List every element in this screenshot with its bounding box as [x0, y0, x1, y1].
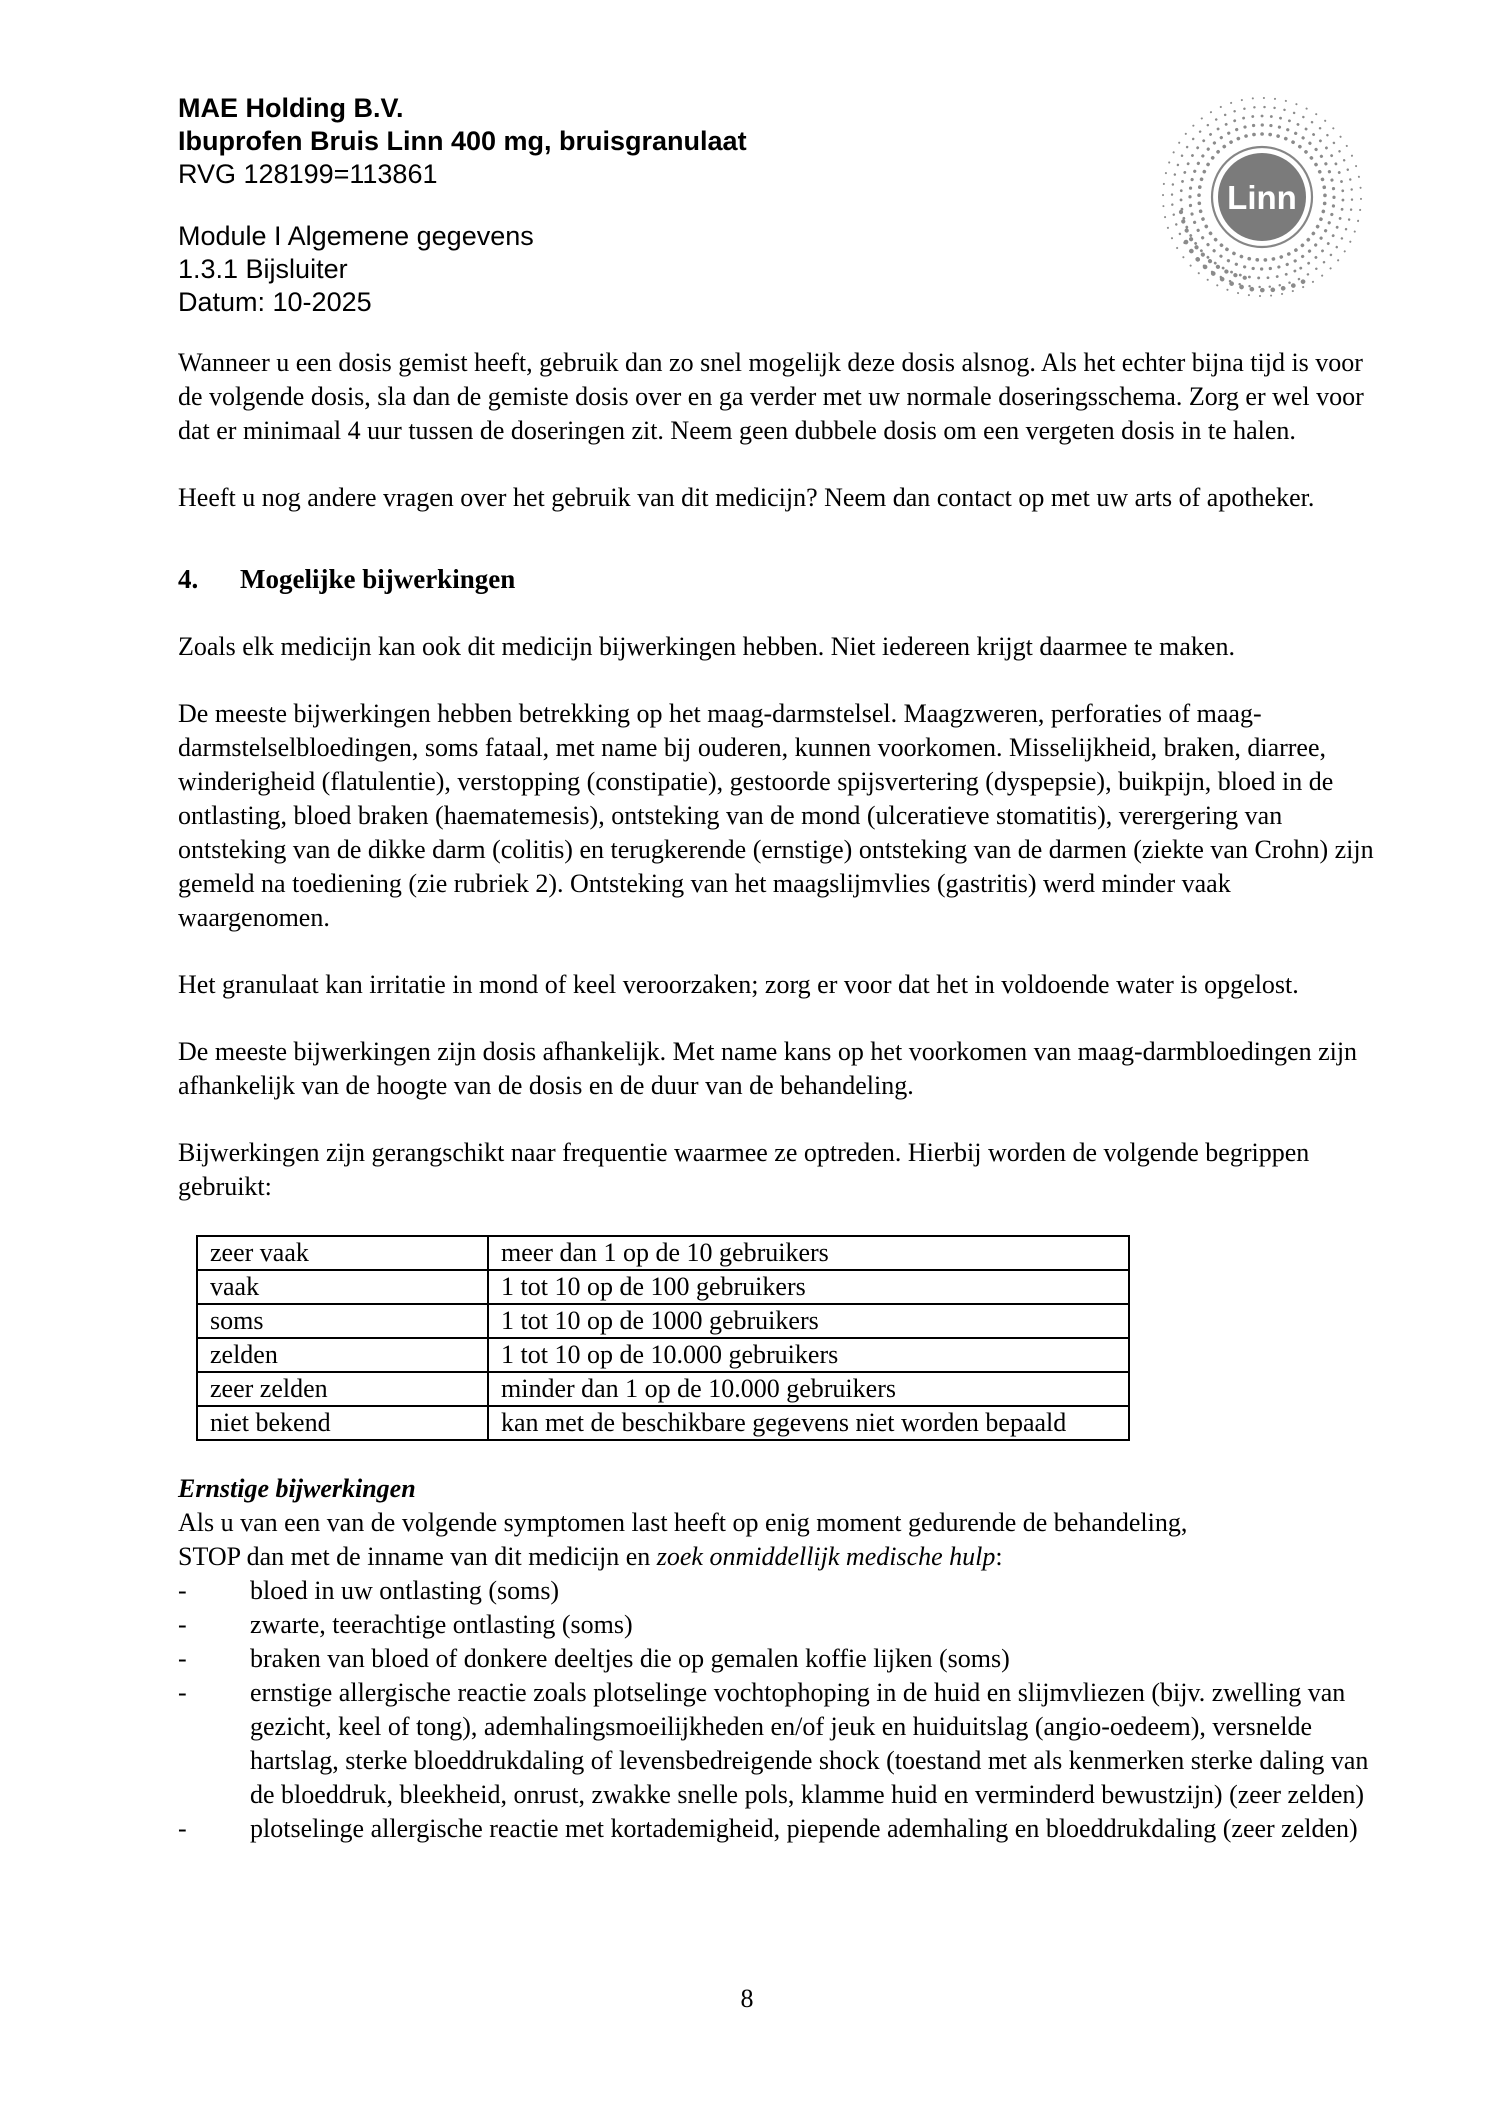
table-row	[197, 1406, 1129, 1440]
bullet-text: braken van bloed of donkere deeltjes die op gemalen koffie lijken (soms)	[250, 1644, 1010, 1673]
list-item	[178, 1676, 1383, 1812]
bullet-marker: -	[178, 1814, 187, 1843]
document-header	[178, 92, 1383, 319]
frequency-term: zeer zelden	[197, 1372, 488, 1406]
list-item	[178, 1608, 1383, 1642]
bullet-text: ernstige allergische reactie zoals plotselinge vochtophoping in de huid en slijmvliezen (bijv. zwelling van gezicht, keel of tong), ademhalingsmoeilijkheden en/of jeuk en huiduitslag (angio-oedeem), versnelde hartslag, sterke bloeddrukdaling of levensbedreigende shock (toestand met als kenmerken sterke daling van de bloeddruk, bleekheid, onrust, zwakke snelle pols, klamme huid en verminderd bewustzijn) (zeer zelden)	[250, 1678, 1369, 1809]
page-number: 8	[740, 1984, 754, 2013]
bullet-marker: -	[178, 1576, 187, 1605]
intro-line2-prefix: STOP dan met de inname van dit medicijn en	[178, 1542, 657, 1571]
list-item	[178, 1574, 1383, 1608]
paragraph-dose-dependent: De meeste bijwerkingen zijn dosis afhankelijk. Met name kans op het voorkomen van maag-darmbloedingen zijn afhankelijk van de hoogte van de dosis en de duur van de behandeling.	[178, 1037, 1358, 1100]
table-row	[197, 1338, 1129, 1372]
frequency-definition: 1 tot 10 op de 100 gebruikers	[488, 1270, 1129, 1304]
bullet-text: zwarte, teerachtige ontlasting (soms)	[250, 1610, 633, 1639]
paragraph-gi-effects: De meeste bijwerkingen hebben betrekking op het maag-darmstelsel. Maagzweren, perforaties of maag-darmstelselbloedingen, soms fataal, met name bij ouderen, kunnen voorkomen. Misselijkheid, braken, diarree, winderigheid (flatulentie), verstopping (constipatie), gestoorde spijsvertering (dyspepsie), buikpijn, bloed in de ontlasting, bloed braken (haematemesis), ontsteking van de mond (ulceratieve stomatitis), verergering van ontsteking van de dikke darm (colitis) en terugkerende (ernstige) ontsteking van de darmen (ziekte van Crohn) zijn gemeld na toediening (zie rubriek 2). Ontsteking van het maagslijmvlies (gastritis) werd minder vaak waargenomen.	[178, 699, 1374, 932]
company-name: MAE Holding B.V.	[178, 93, 404, 123]
frequency-term: zeer vaak	[197, 1236, 488, 1270]
paragraph-intro-side-effects: Zoals elk medicijn kan ook dit medicijn bijwerkingen hebben. Niet iedereen krijgt daarmee te maken.	[178, 632, 1235, 661]
frequency-definition: minder dan 1 op de 10.000 gebruikers	[488, 1372, 1129, 1406]
paragraph-granulate: Het granulaat kan irritatie in mond of keel veroorzaken; zorg er voor dat het in voldoende water is opgelost.	[178, 970, 1299, 999]
paragraph-missed-dose: Wanneer u een dosis gemist heeft, gebruik dan zo snel mogelijk deze dosis alsnog. Als het echter bijna tijd is voor de volgende dosis, sla dan de gemiste dosis over en ga verder met uw normale doseringsschema. Zorg er wel voor dat er minimaal 4 uur tussen de doseringen zit. Neem geen dubbele dosis om een vergeten dosis in te halen.	[178, 348, 1364, 445]
list-item	[178, 1642, 1383, 1676]
serious-effects-intro	[178, 1506, 1383, 1574]
table-row	[197, 1236, 1129, 1270]
intro-italic-phrase: zoek onmiddellijk medische hulp	[656, 1542, 996, 1571]
frequency-table	[196, 1235, 1130, 1441]
module-line: Module I Algemene gegevens	[178, 221, 534, 251]
paragraph-frequency-intro: Bijwerkingen zijn gerangschikt naar frequentie waarmee ze optreden. Hierbij worden de volgende begrippen gebruikt:	[178, 1138, 1310, 1201]
section4-title: Mogelijke bijwerkingen	[240, 564, 516, 594]
section4-heading	[178, 561, 1383, 597]
frequency-definition: kan met de beschikbare gegevens niet worden bepaald	[488, 1406, 1129, 1440]
frequency-definition: 1 tot 10 op de 10.000 gebruikers	[488, 1338, 1129, 1372]
logo-text: Linn	[1227, 179, 1297, 216]
section4-number: 4.	[178, 564, 199, 594]
table-row	[197, 1270, 1129, 1304]
bullet-text: plotselinge allergische reactie met kortademigheid, piepende ademhaling en bloeddrukdaling (zeer zelden)	[250, 1814, 1358, 1843]
date-line: Datum: 10-2025	[178, 287, 372, 317]
frequency-definition: meer dan 1 op de 10 gebruikers	[488, 1236, 1129, 1270]
bullet-text: bloed in uw ontlasting (soms)	[250, 1576, 560, 1605]
paragraph-questions: Heeft u nog andere vragen over het gebruik van dit medicijn? Neem dan contact op met uw arts of apotheker.	[178, 483, 1315, 512]
intro-line1: Als u van een van de volgende symptomen last heeft op enig moment gedurende de behandeling,	[178, 1508, 1188, 1537]
intro-colon: :	[995, 1542, 1003, 1571]
bijsluiter-line: 1.3.1 Bijsluiter	[178, 254, 348, 284]
frequency-term: niet bekend	[197, 1406, 488, 1440]
bullet-marker: -	[178, 1678, 187, 1707]
bullet-marker: -	[178, 1610, 187, 1639]
product-name: Ibuprofen Bruis Linn 400 mg, bruisgranulaat	[178, 126, 747, 156]
rvg-number: RVG 128199=113861	[178, 159, 438, 189]
frequency-term: soms	[197, 1304, 488, 1338]
table-row	[197, 1372, 1129, 1406]
table-row	[197, 1304, 1129, 1338]
header-spacer	[178, 191, 1383, 220]
frequency-definition: 1 tot 10 op de 1000 gebruikers	[488, 1304, 1129, 1338]
bullet-marker: -	[178, 1644, 187, 1673]
frequency-term: zelden	[197, 1338, 488, 1372]
frequency-term: vaak	[197, 1270, 488, 1304]
leaflet-body	[178, 346, 1383, 1846]
list-item	[178, 1812, 1383, 1846]
serious-effects-heading: Ernstige bijwerkingen	[178, 1474, 416, 1503]
